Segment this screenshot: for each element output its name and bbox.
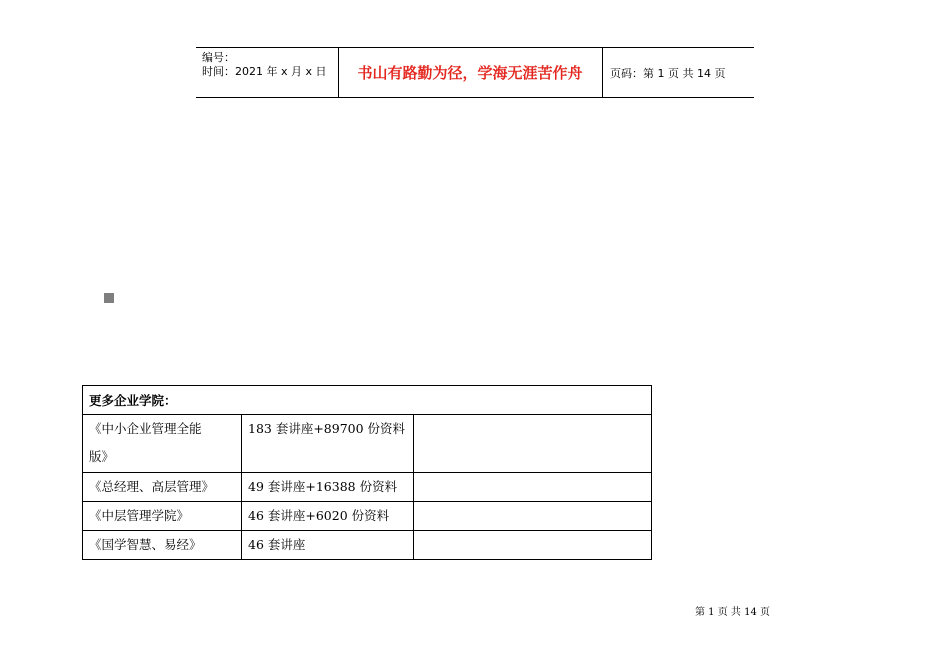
course-extra-cell	[414, 531, 652, 560]
course-info: 46 套讲座	[248, 537, 306, 552]
header-page-number: 页码：第 1 页 共 14 页	[610, 66, 726, 80]
square-bullet-icon	[104, 293, 114, 303]
header-motto: 书山有路勤为径，学海无涯苦作舟	[357, 64, 583, 82]
table-row	[83, 415, 652, 473]
course-extra-cell	[414, 473, 652, 502]
table-row	[83, 531, 652, 560]
table-title: 更多企业学院：	[83, 386, 652, 415]
header-meta	[196, 48, 338, 97]
course-info-cell	[242, 415, 414, 473]
footer-page-number: 第 1 页 共 14 页	[695, 607, 770, 618]
course-name-line2: 版》	[89, 449, 115, 464]
course-info-cell	[242, 502, 414, 531]
course-name: 《国学智慧、易经》	[89, 537, 202, 552]
course-extra-cell	[414, 415, 652, 473]
course-info: 49 套讲座+16388 份资料	[248, 479, 398, 494]
course-name: 《总经理、高层管理》	[89, 479, 215, 494]
course-extra-cell	[414, 502, 652, 531]
course-name-cell	[83, 415, 242, 473]
course-name-cell	[83, 531, 242, 560]
table-row	[83, 502, 652, 531]
course-table	[82, 385, 652, 560]
course-info-cell	[242, 473, 414, 502]
table-title-row	[83, 386, 652, 415]
course-name: 《中层管理学院》	[89, 508, 190, 523]
course-name-cell	[83, 502, 242, 531]
course-name-cell	[83, 473, 242, 502]
course-info-cell	[242, 531, 414, 560]
course-info: 183 套讲座+89700 份资料	[248, 421, 406, 436]
time-label: 时间：2021 年 x 月 x 日	[202, 65, 327, 78]
document-header	[196, 47, 754, 98]
course-info: 46 套讲座+6020 份资料	[248, 508, 390, 523]
course-name-line1: 《中小企业管理全能	[89, 421, 202, 436]
number-label: 编号：	[202, 51, 235, 64]
table-row	[83, 473, 652, 502]
